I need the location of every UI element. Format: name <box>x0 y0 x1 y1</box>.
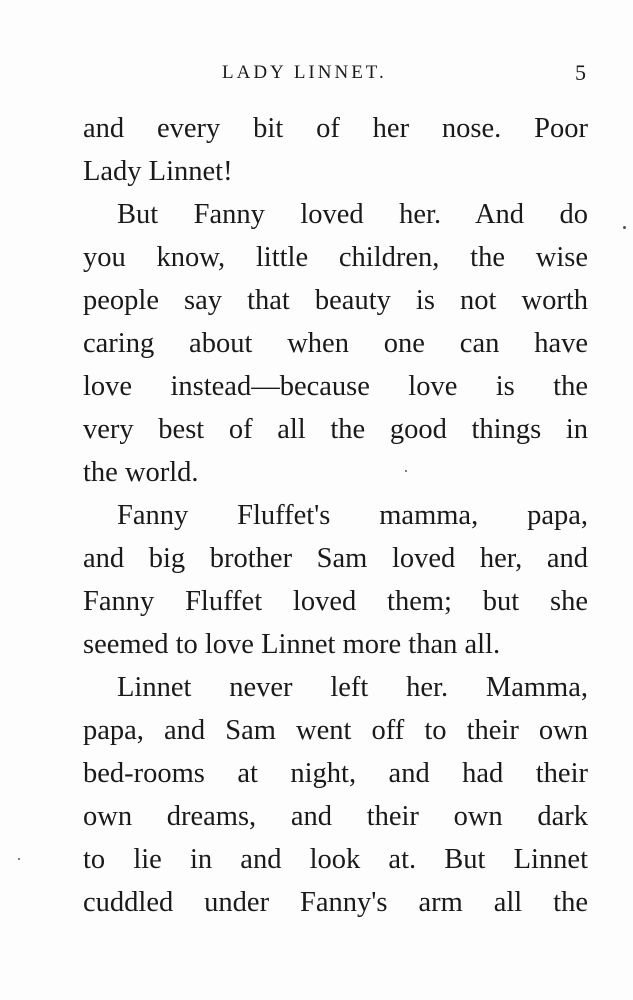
body-text <box>83 107 588 924</box>
text-line: own dreams, and their own dark <box>83 801 588 832</box>
text-line: papa, and Sam went off to their own <box>83 715 588 746</box>
text-line: and big brother Sam loved her, and <box>83 543 588 574</box>
text-line: you know, little children, the wise <box>83 242 588 273</box>
text-line: people say that beauty is not worth <box>83 285 588 316</box>
speck <box>18 858 20 860</box>
running-title: LADY LINNET. <box>222 62 387 83</box>
running-head <box>0 62 633 88</box>
page-number: 5 <box>575 60 586 85</box>
text-line: caring about when one can have <box>83 328 588 359</box>
text-line: cuddled under Fanny's arm all the <box>83 887 588 918</box>
text-line: and every bit of her nose. Poor <box>83 113 588 144</box>
text-line: Linnet never left her. Mamma, <box>117 672 588 703</box>
text-line: bed-rooms at night, and had their <box>83 758 588 789</box>
text-line: love instead—because love is the <box>83 371 588 402</box>
text-line: very best of all the good things in <box>83 414 588 445</box>
text-line: Lady Linnet! <box>83 156 233 187</box>
text-line: seemed to love Linnet more than all. <box>83 629 501 660</box>
speck <box>405 470 407 472</box>
text-line: to lie in and look at. But Linnet <box>83 844 588 875</box>
text-line: Fanny Fluffet's mamma, papa, <box>117 500 588 531</box>
text-line: the world. <box>83 457 199 488</box>
text-line: But Fanny loved her. And do <box>117 199 588 230</box>
speck <box>623 226 626 229</box>
text-line: Fanny Fluffet loved them; but she <box>83 586 588 617</box>
